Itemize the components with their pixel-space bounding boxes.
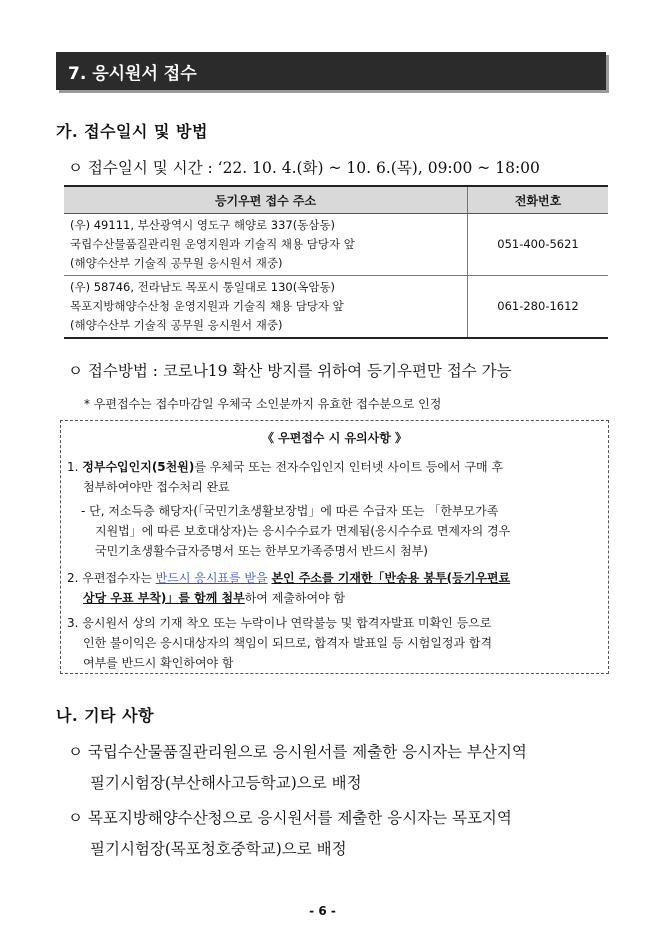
revenue-stamp-text: 정부수입인지(5천원) bbox=[82, 460, 195, 474]
item-number: 1. bbox=[67, 460, 83, 474]
table-row bbox=[64, 214, 608, 276]
notice-title: 《 우편접수 시 유의사항 》 bbox=[261, 431, 408, 445]
subsection-b-title: 나. 기타 사항 bbox=[56, 706, 154, 725]
table-row bbox=[64, 276, 608, 339]
notice-item-1 bbox=[67, 457, 503, 477]
address-line: (해양수산부 기술직 공무원 응시원서 재중) bbox=[70, 256, 283, 270]
stamp-attach-text: 상당 우표 부착)」를 함께 첨부 bbox=[83, 591, 245, 605]
address-table bbox=[64, 185, 608, 339]
page-number: - 6 - bbox=[309, 904, 336, 918]
notice-item-3-line2: 인한 불이익은 응시대상자의 책임이 되므로, 합격자 발표일 등 시험일정과 합격 bbox=[83, 636, 493, 650]
subsection-a-title: 가. 접수일시 및 방법 bbox=[56, 122, 208, 141]
notice-item-2-line2 bbox=[83, 588, 345, 608]
phone-cell: 051-400-5621 bbox=[468, 214, 609, 276]
notice-box bbox=[60, 420, 609, 674]
address-line: (우) 58746, 전라남도 목포시 통일대로 130(옥암동) bbox=[70, 280, 336, 294]
notice-text: 하여 제출하여야 함 bbox=[244, 591, 346, 605]
admission-ticket-link-text: 반드시 응시표를 받을 bbox=[155, 571, 268, 585]
notice-item-3-line3: 여부를 반드시 확인하여야 함 bbox=[83, 656, 234, 670]
address-line: (해양수산부 기술직 공무원 응시원서 재중) bbox=[70, 318, 283, 332]
exam-site-bullet-2-line2: 필기시험장(목포청호중학교)으로 배정 bbox=[90, 840, 347, 858]
return-envelope-text: 본인 주소를 기재한「반송용 봉투(등기우편료 bbox=[271, 571, 511, 585]
method-bullet: ㅇ 접수방법 : 코로나19 확산 방지를 위하여 등기우편만 접수 가능 bbox=[68, 362, 512, 380]
notice-sub-line: 국민기초생활수급자증명서 또는 한부모가족증명서 반드시 첨부) bbox=[95, 544, 428, 558]
section-title: 7. 응시원서 접수 bbox=[68, 64, 197, 84]
notice-sub-line: 지원법」에 따른 보호대상자)는 응시수수료가 면제됨(응시수수료 면제자의 경우 bbox=[95, 524, 511, 538]
table-header-row bbox=[64, 186, 608, 214]
notice-item-1-line2: 첨부하여야만 접수처리 완료 bbox=[83, 480, 230, 494]
method-note: * 우편접수는 접수마감일 우체국 소인분까지 유효한 접수분으로 인정 bbox=[84, 397, 442, 411]
section-header bbox=[56, 52, 606, 90]
phone-header: 전화번호 bbox=[468, 186, 609, 214]
notice-sub-line: - 단, 저소득층 해당자(「국민기초생활보장법」에 따른 수급자 또는 「한부모가족 bbox=[81, 504, 499, 518]
exam-site-bullet-1-line2: 필기시험장(부산해사고등학교)으로 배정 bbox=[90, 774, 362, 792]
address-line: (우) 49111, 부산광역시 영도구 해양로 337(동삼동) bbox=[70, 218, 336, 232]
address-line: 목포지방해양수산청 운영지원과 기술직 채용 담당자 앞 bbox=[70, 299, 344, 313]
notice-item-3: 3. 응시원서 상의 기재 착오 또는 누락이나 연락불능 및 합격자발표 미확인 등으로 bbox=[67, 616, 492, 630]
address-cell bbox=[64, 214, 468, 276]
datetime-bullet: ㅇ 접수일시 및 시간 : ‘22. 10. 4.(화) ~ 10. 6.(목), 09:00 ~ 18:00 bbox=[68, 159, 540, 177]
address-cell bbox=[64, 276, 468, 339]
exam-site-bullet-2: ㅇ 목포지방해양수산청으로 응시원서를 제출한 응시자는 목포지역 bbox=[68, 809, 512, 827]
exam-site-bullet-1: ㅇ 국립수산물품질관리원으로 응시원서를 제출한 응시자는 부산지역 bbox=[68, 743, 527, 761]
notice-text: 2. 우편접수자는 bbox=[67, 571, 156, 585]
notice-item-2 bbox=[67, 568, 510, 588]
address-header: 등기우편 접수 주소 bbox=[64, 186, 468, 214]
address-line: 국립수산물품질관리원 운영지원과 기술직 채용 담당자 앞 bbox=[70, 237, 355, 251]
notice-text: 를 우체국 또는 전자수입인지 인터넷 사이트 등에서 구매 후 bbox=[194, 460, 504, 474]
phone-cell: 061-280-1612 bbox=[468, 276, 609, 339]
